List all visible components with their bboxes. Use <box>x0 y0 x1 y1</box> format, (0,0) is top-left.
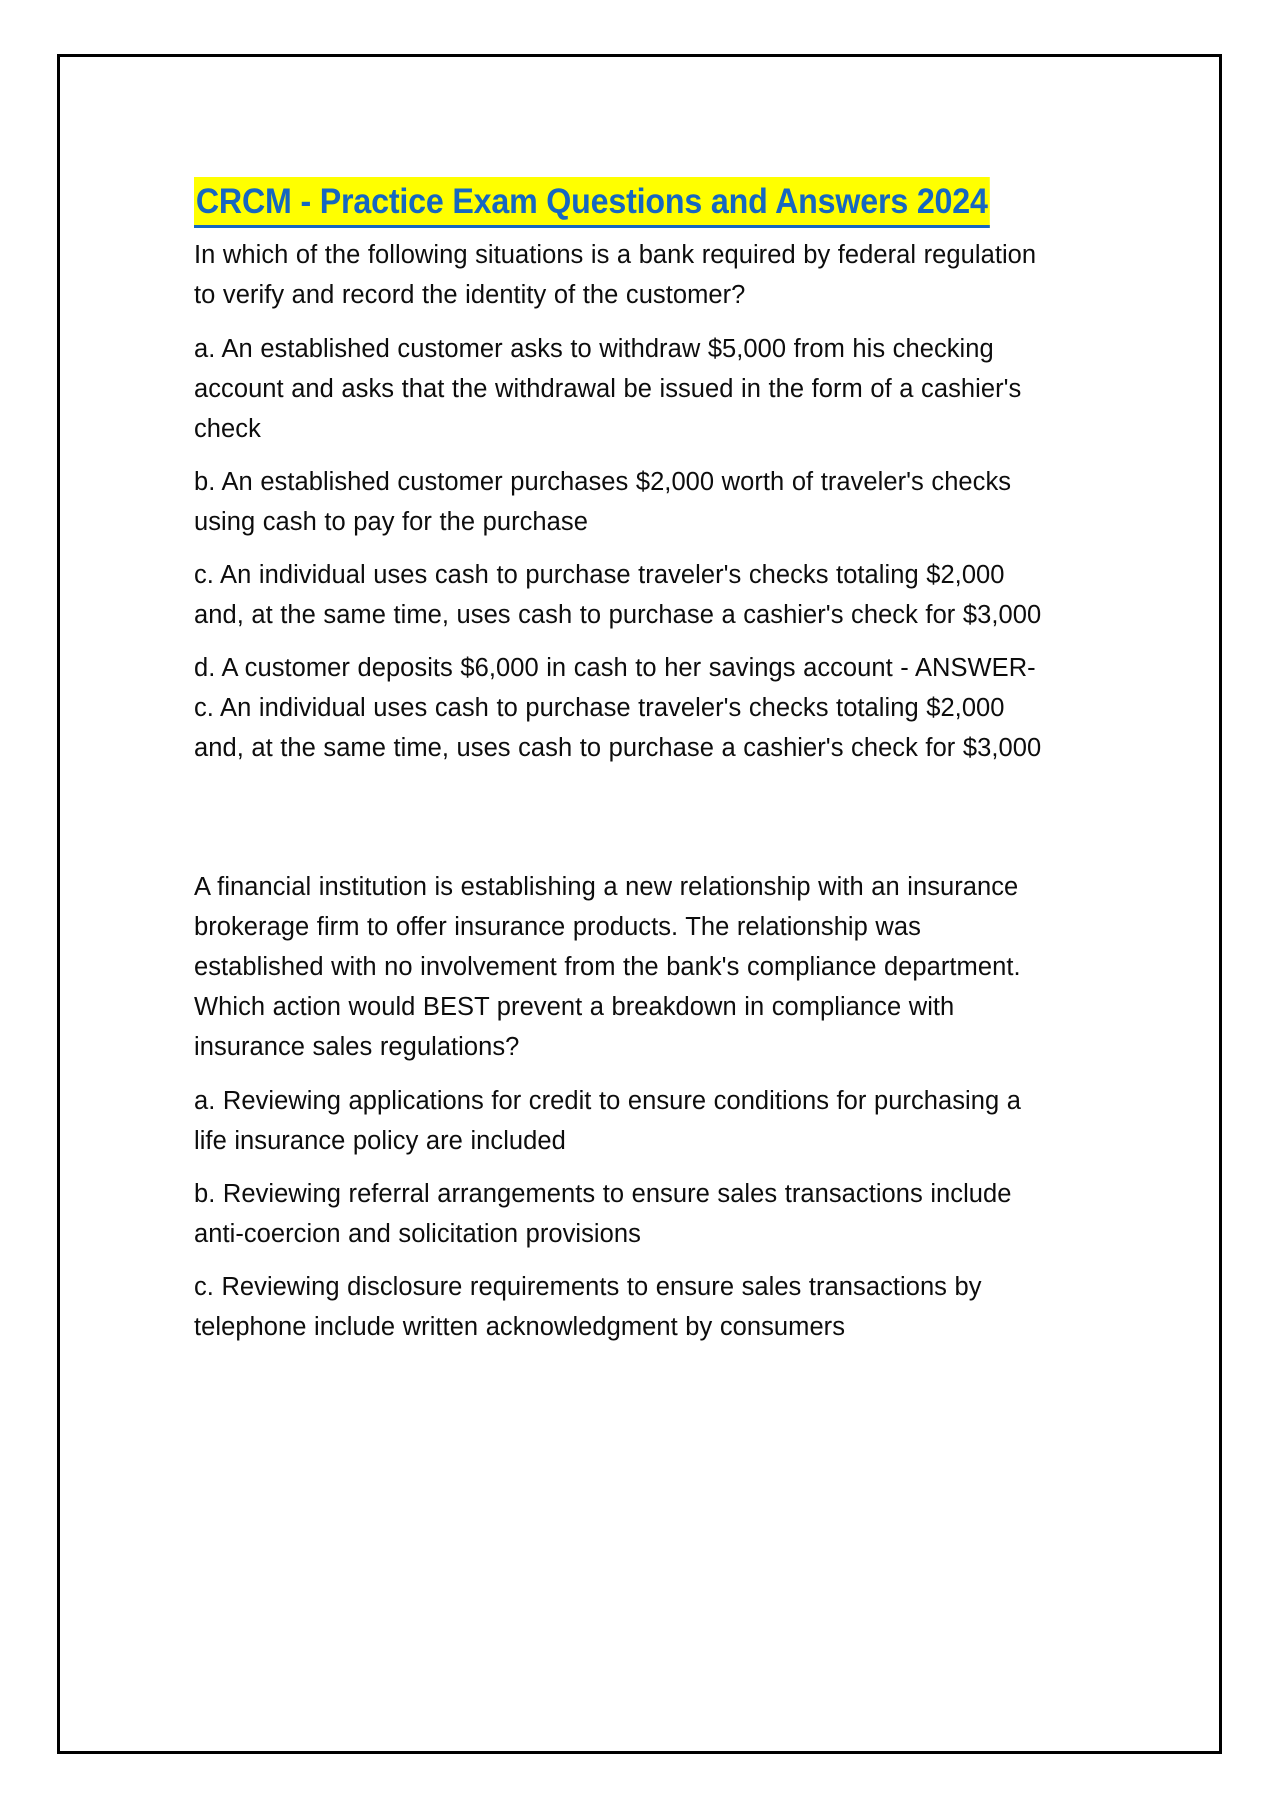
question-1-stem: In which of the following situations is a bank required by federal regulation to verify and record the identity of the customer? <box>194 241 1037 309</box>
document-page-border <box>57 54 1222 1754</box>
question-2-option-b: b. Reviewing referral arrangements to ensure sales transactions include anti-coercion and solicitation provisions <box>194 1180 1012 1248</box>
page-title: CRCM - Practice Exam Questions and Answers 2024 <box>195 182 988 221</box>
question-1-option-b: b. An established customer purchases $2,000 worth of traveler's checks using cash to pay for the purchase <box>194 468 1012 536</box>
question-1-option-c: c. An individual uses cash to purchase traveler's checks totaling $2,000 and, at the same time, uses cash to purchase a cashier's check for $3,000 <box>194 561 1042 629</box>
document-title-row <box>194 177 1044 229</box>
question-2-stem: A financial institution is establishing a new relationship with an insurance brokerage firm to offer insurance products. The relationship was established with no involvement from the bank's compliance department. Which action would BEST prevent a breakdown in compliance with insurance sales regulations? <box>194 873 1021 1061</box>
question-1-option-a: a. An established customer asks to withdraw $5,000 from his checking account and asks that the withdrawal be issued in the form of a cashier's check <box>194 335 1022 443</box>
question-2-option-c: c. Reviewing disclosure requirements to ensure sales transactions by telephone include written acknowledgment by consumers <box>194 1273 982 1341</box>
question-2-option-a: a. Reviewing applications for credit to ensure conditions for purchasing a life insurance policy are included <box>194 1087 1021 1155</box>
question-block-gap <box>194 781 1044 867</box>
question-1-option-d-with-answer: d. A customer deposits $6,000 in cash to her savings account - ANSWER-c. An individual uses cash to purchase traveler's checks totaling $2,000 and, at the same time, uses cash to purchase a cashier's check for $3,000 <box>194 654 1042 762</box>
title-highlight <box>194 177 990 228</box>
document-content <box>194 177 1044 1360</box>
